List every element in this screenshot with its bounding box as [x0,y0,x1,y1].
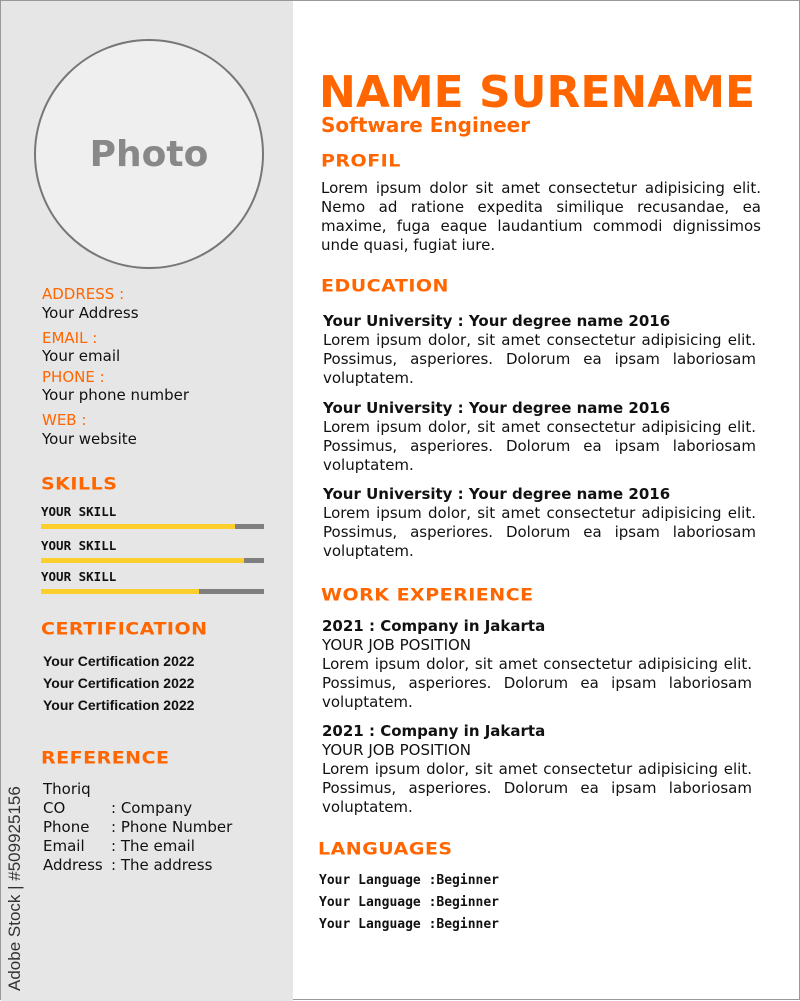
reference-key: Address [43,856,103,874]
skill-bar [41,558,264,563]
education-item [323,312,756,388]
work-heading: WORK EXPERIENCE [321,585,534,605]
reference-key: Phone [43,818,90,836]
address-label: ADDRESS : [42,285,125,303]
certification-item: Your Certification 2022 [43,653,195,669]
address-value: Your Address [42,304,139,322]
work-item [322,722,752,817]
job-title: Software Engineer [321,113,531,137]
skill-item [41,569,264,594]
skill-item [41,504,264,529]
skill-bar [41,589,264,594]
education-item [323,485,756,561]
languages-heading: LANGUAGES [318,839,453,859]
skill-name: YOUR SKILL [41,569,117,584]
email-label: EMAIL : [42,329,98,347]
reference-value: : The address [111,856,213,874]
education-item [323,399,756,475]
web-label: WEB : [42,411,87,429]
phone-value: Your phone number [42,386,190,404]
profil-heading: PROFIL [321,151,401,171]
languages-list [319,870,499,936]
language-item: Your Language :Beginner [319,895,500,910]
skill-name: YOUR SKILL [41,504,117,519]
education-heading-line: Your University : Your degree name 2016 [323,399,671,417]
education-heading: EDUCATION [321,276,449,296]
person-name: NAME SURENAME [319,67,756,118]
education-text: Lorem ipsum dolor, sit amet consectetur adipisicing elit. Possimus, asperiores. Dolorum ea ipsam laboriosam voluptatem. [323,504,756,560]
education-text: Lorem ipsum dolor, sit amet consectetur adipisicing elit. Possimus, asperiores. Dolorum ea ipsam laboriosam voluptatem. [323,331,756,387]
web-value: Your website [42,430,137,448]
education-heading-line: Your University : Your degree name 2016 [323,485,671,503]
education-text: Lorem ipsum dolor, sit amet consectetur adipisicing elit. Possimus, asperiores. Dolorum ea ipsam laboriosam voluptatem. [323,418,756,474]
reference-heading: REFERENCE [41,748,170,768]
reference-name: Thoriq [43,780,91,798]
certification-heading: CERTIFICATION [41,619,208,639]
certification-item: Your Certification 2022 [43,675,195,691]
reference-value: : Company [111,799,193,817]
skill-fill [41,589,199,594]
certification-item: Your Certification 2022 [43,697,195,713]
work-item [322,617,752,712]
language-item: Your Language :Beginner [319,873,500,888]
work-text: Lorem ipsum dolor, sit amet consectetur adipisicing elit. Possimus, asperiores. Dolorum ea ipsam laboriosam voluptatem. [322,760,752,816]
reference-block [43,780,232,875]
reference-key: CO [43,799,66,817]
work-heading-line: 2021 : Company in Jakarta [322,617,546,635]
skill-fill [41,524,235,529]
watermark: Adobe Stock | #509925156 [5,786,24,991]
job-position: YOUR JOB POSITION [322,741,472,759]
job-position: YOUR JOB POSITION [322,636,472,654]
skill-item [41,538,264,563]
email-value: Your email [42,347,121,365]
skills-heading: SKILLS [41,474,118,494]
education-heading-line: Your University : Your degree name 2016 [323,312,671,330]
work-text: Lorem ipsum dolor, sit amet consectetur adipisicing elit. Possimus, asperiores. Dolorum ea ipsam laboriosam voluptatem. [322,655,752,711]
photo-placeholder: Photo [34,39,264,269]
skill-bar [41,524,264,529]
skill-name: YOUR SKILL [41,538,117,553]
language-item: Your Language :Beginner [319,917,500,932]
reference-key: Email [43,837,85,855]
profil-text: Lorem ipsum dolor sit amet consectetur adipisicing elit. Nemo ad ratione expedita similique recusandae, ea maxime, fuga eaque laudantium commodi dignissimos unde quasi, fugiat iure. [321,179,761,254]
work-heading-line: 2021 : Company in Jakarta [322,722,546,740]
skill-fill [41,558,244,563]
phone-label: PHONE : [42,368,105,386]
reference-value: : The email [111,837,195,855]
reference-value: : Phone Number [111,818,233,836]
